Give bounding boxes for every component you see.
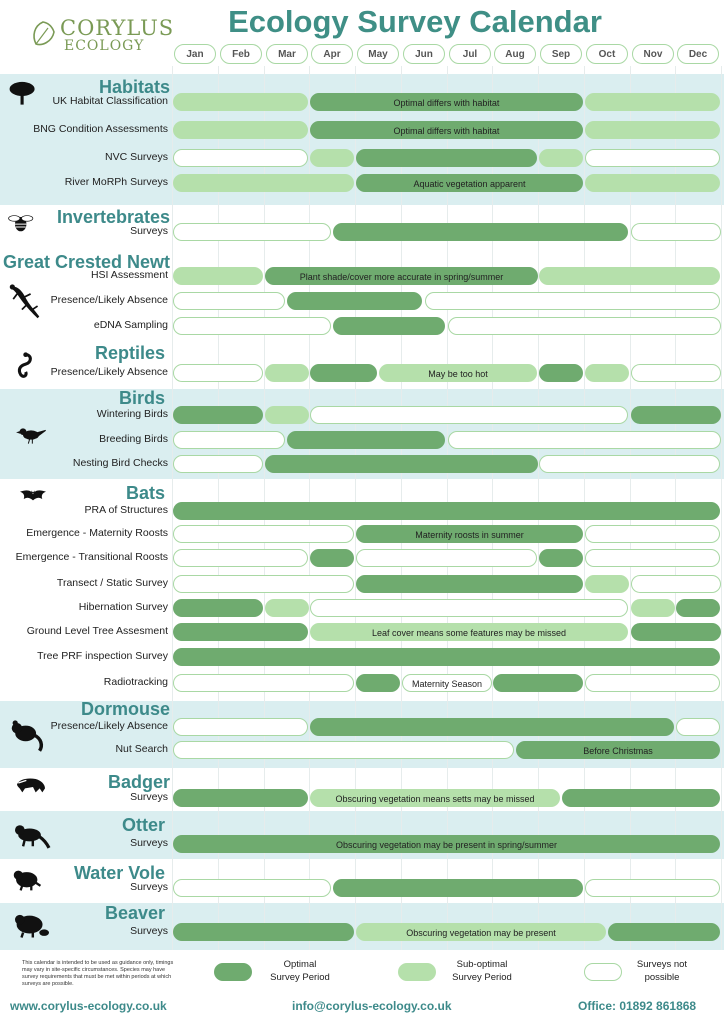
footer-phone: Office: 01892 861868 <box>578 999 697 1013</box>
survey-row-label: Wintering Birds <box>96 408 168 420</box>
survey-period-bar <box>173 525 354 543</box>
survey-period-bar <box>425 292 720 310</box>
month-gridline <box>721 66 722 950</box>
month-label: Feb <box>220 44 262 64</box>
survey-period-bar <box>676 718 720 736</box>
survey-period-bar: Obscuring vegetation may be present <box>356 923 606 941</box>
survey-period-bar: Obscuring vegetation may be present in spring/summer <box>173 835 720 853</box>
survey-period-bar: Optimal differs with habitat <box>310 121 583 139</box>
survey-period-bar <box>539 364 583 382</box>
survey-period-bar <box>173 406 263 424</box>
brand-subname: ECOLOGY <box>64 38 145 54</box>
survey-period-bar <box>310 149 354 167</box>
survey-period-bar <box>173 431 285 449</box>
survey-period-bar <box>173 455 263 473</box>
survey-period-bar <box>585 121 720 139</box>
survey-period-bar <box>173 923 354 941</box>
survey-row-label: HSI Assessment <box>90 269 168 281</box>
survey-period-bar <box>265 364 309 382</box>
survey-period-bar <box>173 121 308 139</box>
survey-period-bar <box>173 174 354 192</box>
survey-row-label: Surveys <box>130 225 168 237</box>
month-label: Aug <box>494 44 536 64</box>
survey-period-bar <box>676 599 720 617</box>
survey-period-bar: Plant shade/cover more accurate in spring/summer <box>265 267 538 285</box>
survey-row-label: Presence/Likely Absence <box>50 294 168 306</box>
survey-period-bar <box>562 789 720 807</box>
survey-period-bar <box>173 149 308 167</box>
survey-row-label: Ground Level Tree Assesment <box>26 625 168 637</box>
brand-name: CORYLUS <box>60 16 175 40</box>
survey-period-bar: Aquatic vegetation apparent <box>356 174 583 192</box>
survey-period-bar <box>585 93 720 111</box>
survey-period-bar <box>631 223 721 241</box>
survey-period-bar <box>585 174 720 192</box>
survey-period-bar: Maternity Season <box>402 674 492 692</box>
group-heading: Invertebrates <box>56 207 170 227</box>
survey-period-bar <box>608 923 720 941</box>
month-label: Jan <box>174 44 216 64</box>
survey-period-bar <box>333 223 628 241</box>
survey-period-bar <box>173 317 331 335</box>
month-label: Oct <box>586 44 628 64</box>
legend-label: Survey Period <box>270 972 330 983</box>
survey-period-bar <box>173 741 514 759</box>
survey-period-bar <box>310 718 674 736</box>
survey-period-bar: Maternity roosts in summer <box>356 525 583 543</box>
survey-period-bar <box>173 575 354 593</box>
survey-period-bar <box>173 502 720 520</box>
footer-email-link[interactable]: info@corylus-ecology.co.uk <box>292 999 452 1013</box>
survey-period-bar: May be too hot <box>379 364 537 382</box>
legend-swatch <box>398 963 436 981</box>
group-heading: Dormouse <box>80 699 170 719</box>
survey-row-label: Radiotracking <box>103 676 168 688</box>
survey-row-label: Emergence - Transitional Roosts <box>15 551 168 563</box>
survey-period-bar <box>173 674 354 692</box>
footer-website-link[interactable]: www.corylus-ecology.co.uk <box>10 999 167 1013</box>
survey-period-bar <box>173 549 308 567</box>
survey-row-label: Breeding Birds <box>99 433 168 445</box>
survey-row-label: Nesting Bird Checks <box>72 457 168 469</box>
survey-period-bar <box>585 525 720 543</box>
survey-period-bar <box>333 879 583 897</box>
survey-period-bar <box>539 149 583 167</box>
survey-period-bar <box>493 674 583 692</box>
survey-row-label: River MoRPh Surveys <box>64 176 168 188</box>
disclaimer: This calendar is intended to be used as guidance only, timings may vary in site-specific circumstances. Species may have survey requirements that must be met within periods at which surveys are possible. <box>22 960 174 987</box>
survey-row-label: Surveys <box>130 925 168 937</box>
survey-period-bar <box>310 549 354 567</box>
survey-period-bar <box>356 549 537 567</box>
survey-period-bar <box>173 223 331 241</box>
survey-row-label: Surveys <box>130 791 168 803</box>
survey-period-bar <box>631 406 721 424</box>
month-label: Sep <box>540 44 582 64</box>
month-label: Nov <box>632 44 674 64</box>
hazel-leaf-icon <box>30 20 56 48</box>
month-label: Jun <box>403 44 445 64</box>
group-heading: Great Crested Newt <box>2 252 170 272</box>
legend-label: Survey Period <box>452 972 512 983</box>
survey-period-bar: Optimal differs with habitat <box>310 93 583 111</box>
survey-row-label: PRA of Structures <box>84 504 168 516</box>
survey-row-label: Transect / Static Survey <box>56 577 168 589</box>
survey-period-bar <box>173 879 331 897</box>
group-heading: Badger <box>107 772 170 792</box>
brand-logo <box>30 12 175 56</box>
survey-period-bar <box>585 674 720 692</box>
legend-swatch <box>214 963 252 981</box>
survey-row-label: eDNA Sampling <box>93 319 168 331</box>
survey-row-label: Tree PRF inspection Survey <box>37 650 168 662</box>
survey-period-bar <box>173 93 308 111</box>
survey-period-bar <box>287 292 422 310</box>
month-label: May <box>357 44 399 64</box>
survey-row-label: Emergence - Maternity Roosts <box>26 527 168 539</box>
legend-label: Optimal <box>283 959 317 970</box>
survey-period-bar <box>631 364 721 382</box>
legend-swatch <box>584 963 622 981</box>
survey-row-label: UK Habitat Classification <box>52 95 168 107</box>
survey-period-bar <box>448 317 721 335</box>
survey-period-bar <box>585 149 720 167</box>
survey-period-bar: Leaf cover means some features may be missed <box>310 623 628 641</box>
survey-period-bar <box>448 431 721 449</box>
survey-period-bar <box>631 599 675 617</box>
survey-period-bar <box>585 549 720 567</box>
survey-period-bar: Obscuring vegetation means setts may be missed <box>310 789 560 807</box>
group-heading: Bats <box>125 483 165 503</box>
survey-period-bar <box>173 599 263 617</box>
survey-period-bar <box>265 406 309 424</box>
survey-period-bar <box>631 575 721 593</box>
month-label: Mar <box>266 44 308 64</box>
survey-row-label: BNG Condition Assessments <box>33 123 168 135</box>
month-label: Apr <box>311 44 353 64</box>
survey-period-bar <box>265 455 538 473</box>
survey-period-bar <box>356 674 400 692</box>
survey-row-label: Surveys <box>130 881 168 893</box>
group-heading: Beaver <box>104 903 165 923</box>
group-heading: Birds <box>118 388 165 408</box>
legend-label: Surveys not <box>636 959 688 970</box>
survey-period-bar <box>585 364 629 382</box>
survey-period-bar <box>356 149 537 167</box>
survey-period-bar <box>265 599 309 617</box>
group-heading: Water Vole <box>73 863 165 883</box>
survey-period-bar <box>310 364 377 382</box>
survey-period-bar <box>173 267 263 285</box>
legend-label: Sub-optimal <box>456 959 508 970</box>
survey-period-bar <box>539 549 583 567</box>
survey-period-bar <box>173 364 263 382</box>
group-heading: Reptiles <box>94 343 165 363</box>
survey-period-bar: Before Christmas <box>516 741 720 759</box>
survey-period-bar <box>173 648 720 666</box>
survey-row-label: Nut Search <box>115 743 168 755</box>
survey-period-bar <box>631 623 721 641</box>
group-heading: Otter <box>121 815 165 835</box>
survey-period-bar <box>539 455 720 473</box>
month-label: Jul <box>449 44 491 64</box>
survey-period-bar <box>310 406 628 424</box>
survey-period-bar <box>356 575 583 593</box>
survey-period-bar <box>585 879 720 897</box>
survey-period-bar <box>287 431 445 449</box>
survey-row-label: Surveys <box>130 837 168 849</box>
legend-label: possible <box>644 972 680 983</box>
survey-row-label: Hibernation Survey <box>78 601 168 613</box>
survey-period-bar <box>310 599 628 617</box>
survey-period-bar <box>173 623 308 641</box>
page-title: Ecology Survey Calendar <box>228 4 602 39</box>
survey-row-label: Presence/Likely Absence <box>50 366 168 378</box>
survey-period-bar <box>333 317 445 335</box>
survey-row-label: NVC Surveys <box>104 151 168 163</box>
survey-period-bar <box>173 789 308 807</box>
month-label: Dec <box>677 44 719 64</box>
group-heading: Habitats <box>98 77 170 97</box>
survey-period-bar <box>173 718 308 736</box>
survey-period-bar <box>539 267 720 285</box>
survey-period-bar <box>585 575 629 593</box>
survey-period-bar <box>173 292 285 310</box>
survey-row-label: Presence/Likely Absence <box>50 720 168 732</box>
